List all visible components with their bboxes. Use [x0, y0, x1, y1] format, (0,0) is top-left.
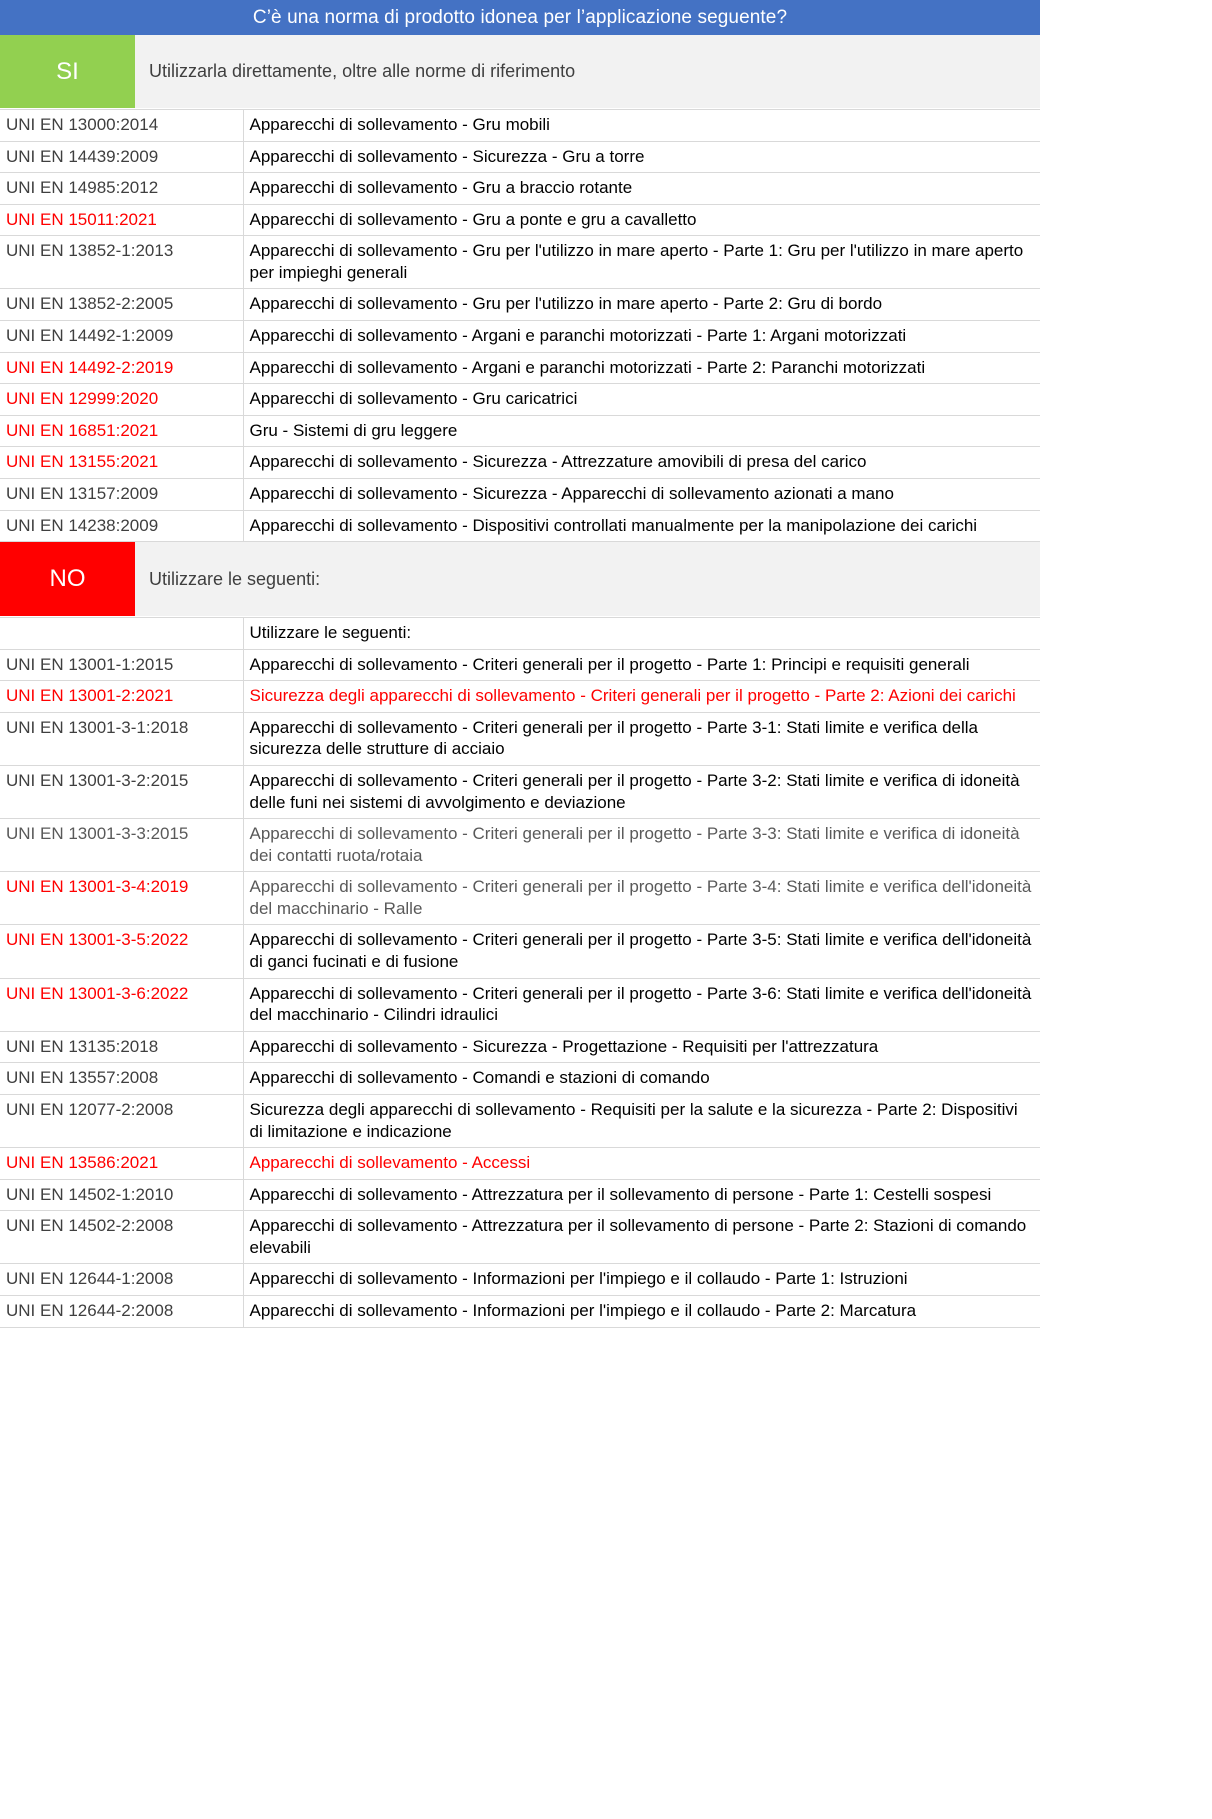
question-banner	[0, 0, 1040, 35]
no-instruction-cell	[135, 542, 1040, 616]
standard-code-cell: UNI EN 13000:2014	[0, 110, 243, 142]
standard-title-cell: Apparecchi di sollevamento - Sicurezza - Attrezzature amovibili di presa del carico	[243, 447, 1040, 479]
standard-code-cell: UNI EN 14492-2:2019	[0, 352, 243, 384]
standard-code-cell: UNI EN 13001-3-5:2022	[0, 925, 243, 978]
table-row	[0, 978, 1040, 1031]
answer-row-no	[0, 542, 1040, 617]
table-row	[0, 712, 1040, 765]
table-row	[0, 1094, 1040, 1147]
yes-standards-body	[0, 110, 1040, 542]
table-row	[0, 447, 1040, 479]
table-row	[0, 204, 1040, 236]
standard-title-cell: Apparecchi di sollevamento - Criteri generali per il progetto - Parte 3-2: Stati limite e verifica di idoneità delle funi nei sistemi di avvolgimento e deviazione	[243, 765, 1040, 818]
standard-code-cell: UNI EN 12999:2020	[0, 384, 243, 416]
standard-title-cell: Gru - Sistemi di gru leggere	[243, 415, 1040, 447]
table-row	[0, 618, 1040, 650]
yes-instruction-text: Utilizzarla direttamente, oltre alle norme di riferimento	[149, 61, 576, 81]
standard-title-cell: Apparecchi di sollevamento - Gru mobili	[243, 110, 1040, 142]
table-row	[0, 1063, 1040, 1095]
standard-title-cell: Apparecchi di sollevamento - Criteri generali per il progetto - Parte 3-6: Stati limite e verifica dell'idoneità del macchinario - Cilindri idraulici	[243, 978, 1040, 1031]
standard-title-cell: Apparecchi di sollevamento - Attrezzatura per il sollevamento di persone - Parte 2: Stazioni di comando elevabili	[243, 1211, 1040, 1264]
no-badge	[0, 542, 135, 616]
standard-code-cell: UNI EN 15011:2021	[0, 204, 243, 236]
table-row	[0, 352, 1040, 384]
table-row	[0, 872, 1040, 925]
standard-title-cell: Apparecchi di sollevamento - Criteri generali per il progetto - Parte 1: Principi e requisiti generali	[243, 649, 1040, 681]
no-badge-label: NO	[49, 565, 86, 593]
standard-code-cell: UNI EN 13135:2018	[0, 1031, 243, 1063]
table-row	[0, 765, 1040, 818]
standard-code-cell: UNI EN 14502-1:2010	[0, 1179, 243, 1211]
answer-row-yes	[0, 35, 1040, 109]
standard-code-cell: UNI EN 13852-2:2005	[0, 289, 243, 321]
yes-badge-label: SI	[56, 57, 79, 85]
standard-title-cell: Apparecchi di sollevamento - Criteri generali per il progetto - Parte 3-1: Stati limite e verifica della sicurezza delle strutture di acciaio	[243, 712, 1040, 765]
standard-code-cell: UNI EN 14492-1:2009	[0, 321, 243, 353]
standard-title-cell: Apparecchi di sollevamento - Comandi e stazioni di comando	[243, 1063, 1040, 1095]
standard-code-cell: UNI EN 13001-1:2015	[0, 649, 243, 681]
standard-title-cell: Apparecchi di sollevamento - Gru per l'utilizzo in mare aperto - Parte 2: Gru di bordo	[243, 289, 1040, 321]
table-row	[0, 1148, 1040, 1180]
standard-code-cell: UNI EN 13001-2:2021	[0, 681, 243, 713]
standard-code-cell: UNI EN 14502-2:2008	[0, 1211, 243, 1264]
section-subheader-cell: Utilizzare le seguenti:	[243, 618, 1040, 650]
yes-standards-table	[0, 109, 1040, 542]
standard-title-cell: Apparecchi di sollevamento - Accessi	[243, 1148, 1040, 1180]
standard-title-cell: Apparecchi di sollevamento - Criteri generali per il progetto - Parte 3-4: Stati limite e verifica dell'idoneità del macchinario - Ralle	[243, 872, 1040, 925]
yes-badge	[0, 35, 135, 108]
standard-code-cell: UNI EN 12644-2:2008	[0, 1295, 243, 1327]
table-row	[0, 1295, 1040, 1327]
standard-title-cell: Apparecchi di sollevamento - Informazioni per l'impiego e il collaudo - Parte 2: Marcatura	[243, 1295, 1040, 1327]
standard-code-cell: UNI EN 12644-1:2008	[0, 1264, 243, 1296]
table-row	[0, 819, 1040, 872]
table-row	[0, 141, 1040, 173]
standard-title-cell: Apparecchi di sollevamento - Sicurezza - Gru a torre	[243, 141, 1040, 173]
table-row	[0, 1179, 1040, 1211]
table-row	[0, 478, 1040, 510]
standard-title-cell: Apparecchi di sollevamento - Informazioni per l'impiego e il collaudo - Parte 1: Istruzioni	[243, 1264, 1040, 1296]
no-standards-body	[0, 618, 1040, 1327]
table-row	[0, 1031, 1040, 1063]
standard-code-cell: UNI EN 13586:2021	[0, 1148, 243, 1180]
question-text: C’è una norma di prodotto idonea per l’applicazione seguente?	[252, 6, 788, 28]
table-row	[0, 510, 1040, 542]
standard-code-cell: UNI EN 14985:2012	[0, 173, 243, 205]
standard-code-cell	[0, 618, 243, 650]
table-row	[0, 415, 1040, 447]
table-row	[0, 321, 1040, 353]
standard-code-cell: UNI EN 13157:2009	[0, 478, 243, 510]
table-row	[0, 1211, 1040, 1264]
yes-instruction-cell	[135, 35, 1040, 108]
standard-title-cell: Apparecchi di sollevamento - Criteri generali per il progetto - Parte 3-3: Stati limite e verifica di idoneità dei contatti ruota/rotaia	[243, 819, 1040, 872]
standard-code-cell: UNI EN 13557:2008	[0, 1063, 243, 1095]
standard-title-cell: Apparecchi di sollevamento - Argani e paranchi motorizzati - Parte 2: Paranchi motorizzati	[243, 352, 1040, 384]
standard-code-cell: UNI EN 13852-1:2013	[0, 236, 243, 289]
no-standards-table	[0, 617, 1040, 1327]
table-row	[0, 649, 1040, 681]
standard-title-cell: Apparecchi di sollevamento - Gru per l'utilizzo in mare aperto - Parte 1: Gru per l'utilizzo in mare aperto per impieghi generali	[243, 236, 1040, 289]
standard-code-cell: UNI EN 13001-3-6:2022	[0, 978, 243, 1031]
standard-title-cell: Apparecchi di sollevamento - Dispositivi controllati manualmente per la manipolazione dei carichi	[243, 510, 1040, 542]
standard-title-cell: Apparecchi di sollevamento - Attrezzatura per il sollevamento di persone - Parte 1: Cestelli sospesi	[243, 1179, 1040, 1211]
table-row	[0, 173, 1040, 205]
table-row	[0, 681, 1040, 713]
standard-title-cell: Apparecchi di sollevamento - Gru caricatrici	[243, 384, 1040, 416]
standard-title-cell: Sicurezza degli apparecchi di sollevamento - Requisiti per la salute e la sicurezza - Parte 2: Dispositivi di limitazione e indicazione	[243, 1094, 1040, 1147]
standard-code-cell: UNI EN 14439:2009	[0, 141, 243, 173]
table-row	[0, 925, 1040, 978]
standard-code-cell: UNI EN 13001-3-4:2019	[0, 872, 243, 925]
table-row	[0, 384, 1040, 416]
standard-code-cell: UNI EN 13001-3-1:2018	[0, 712, 243, 765]
standard-title-cell: Apparecchi di sollevamento - Gru a ponte e gru a cavalletto	[243, 204, 1040, 236]
standard-code-cell: UNI EN 13001-3-3:2015	[0, 819, 243, 872]
standard-title-cell: Apparecchi di sollevamento - Argani e paranchi motorizzati - Parte 1: Argani motorizzati	[243, 321, 1040, 353]
standard-title-cell: Sicurezza degli apparecchi di sollevamento - Criteri generali per il progetto - Parte 2: Azioni dei carichi	[243, 681, 1040, 713]
standard-code-cell: UNI EN 13001-3-2:2015	[0, 765, 243, 818]
standard-title-cell: Apparecchi di sollevamento - Gru a braccio rotante	[243, 173, 1040, 205]
standard-code-cell: UNI EN 14238:2009	[0, 510, 243, 542]
standard-title-cell: Apparecchi di sollevamento - Criteri generali per il progetto - Parte 3-5: Stati limite e verifica dell'idoneità di ganci fucinati e di fusione	[243, 925, 1040, 978]
table-row	[0, 289, 1040, 321]
table-row	[0, 1264, 1040, 1296]
table-row	[0, 110, 1040, 142]
standard-code-cell: UNI EN 13155:2021	[0, 447, 243, 479]
standard-code-cell: UNI EN 16851:2021	[0, 415, 243, 447]
no-instruction-text: Utilizzare le seguenti:	[149, 568, 321, 589]
standard-title-cell: Apparecchi di sollevamento - Sicurezza - Apparecchi di sollevamento azionati a mano	[243, 478, 1040, 510]
table-row	[0, 236, 1040, 289]
standard-title-cell: Apparecchi di sollevamento - Sicurezza - Progettazione - Requisiti per l'attrezzatura	[243, 1031, 1040, 1063]
standard-code-cell: UNI EN 12077-2:2008	[0, 1094, 243, 1147]
